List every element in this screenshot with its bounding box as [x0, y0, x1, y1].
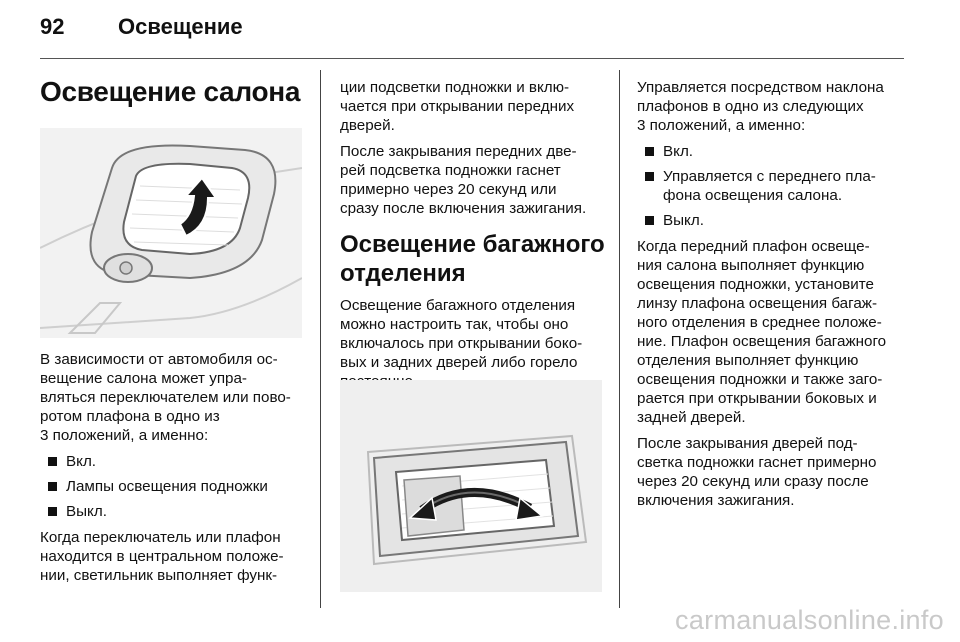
text-line: Управляется посредством наклона: [637, 79, 884, 96]
column-1-text: [40, 350, 310, 592]
header-title: Освещение: [118, 14, 243, 39]
text-line: плафонов в одно из следующих: [637, 98, 864, 115]
text-line: Когда передний плафон освеще-: [637, 238, 870, 255]
bullet-square-icon: [48, 507, 57, 516]
text-line: ние. Плафон освещения багажного: [637, 333, 887, 350]
text-line: освещения подножки и также заго-: [637, 371, 883, 388]
text-line: После закрывания дверей под-: [637, 435, 858, 452]
text-line: освещения подножки, установите: [637, 276, 874, 293]
bullet-list: [40, 452, 310, 521]
text-line: отделения выполняет функцию: [637, 352, 859, 369]
page-header: [40, 14, 243, 44]
text-line: Когда переключатель или плафон: [40, 529, 281, 546]
bullet-square-icon: [645, 147, 654, 156]
column-3: [637, 78, 907, 517]
text-line: вляться переключателем или пово-: [40, 389, 291, 406]
list-item: [637, 211, 907, 230]
text-line: находится в центральном положе-: [40, 548, 284, 565]
text-line: ния салона выполняет функцию: [637, 257, 865, 274]
column-2: [340, 78, 610, 398]
paragraph: [637, 434, 907, 510]
text-line: рается при открывании боковых и: [637, 390, 877, 407]
cargo-light-illustration: [340, 380, 602, 592]
column-divider-1: [320, 70, 321, 608]
heading-line: Освещение багажного: [340, 231, 605, 258]
text-line: включения зажигания.: [637, 492, 795, 509]
text-line: После закрывания передних две-: [340, 143, 577, 160]
text-line: можно настроить так, чтобы оно: [340, 316, 569, 333]
column-1: [40, 70, 308, 108]
text-line: ротом плафона в одно из: [40, 408, 220, 425]
text-line: 3 положений, а именно:: [40, 427, 209, 444]
bullet-square-icon: [645, 172, 654, 181]
list-item: [637, 142, 907, 161]
text-line: включалось при открывании боко-: [340, 335, 583, 352]
paragraph: [340, 142, 610, 218]
list-item: [637, 167, 907, 205]
text-line: нии, светильник выполняет функ-: [40, 567, 278, 584]
section-heading-interior-lighting: Освещение салона: [40, 76, 301, 107]
text-line: чается при открывании передних: [340, 98, 575, 115]
text-line: линзу плафона освещения багаж-: [637, 295, 878, 312]
text-line: через 20 секунд или сразу после: [637, 473, 869, 490]
paragraph: [637, 237, 907, 427]
text-line: ного отделения в среднее положе-: [637, 314, 882, 331]
section-heading-cargo-lighting: [340, 230, 610, 288]
list-item: [40, 502, 310, 521]
text-line: В зависимости от автомобиля ос-: [40, 351, 278, 368]
list-item-text: фона освещения салона.: [663, 187, 843, 204]
bullet-square-icon: [645, 216, 654, 225]
list-item-text: Вкл.: [663, 143, 694, 160]
text-line: Освещение багажного отделения: [340, 297, 576, 314]
page-number: 92: [40, 14, 65, 39]
list-item-text: Выкл.: [66, 503, 107, 520]
heading-line: отделения: [340, 260, 466, 287]
text-line: дверей.: [340, 117, 395, 134]
paragraph-intro: [40, 350, 310, 445]
paragraph: [637, 78, 907, 135]
paragraph: [340, 296, 610, 391]
list-item-text: Вкл.: [66, 453, 97, 470]
text-line: 3 положений, а именно:: [637, 117, 806, 134]
text-line: вещение салона может упра-: [40, 370, 247, 387]
list-item-text: Лампы освещения подножки: [66, 478, 268, 495]
column-divider-2: [619, 70, 620, 608]
interior-light-illustration: [40, 128, 302, 338]
text-line: сразу после включения зажигания.: [340, 200, 587, 217]
list-item-text: Управляется с переднего пла-: [663, 168, 876, 185]
text-line: примерно через 20 секунд или: [340, 181, 557, 198]
text-line: рей подсветка подножки гаснет: [340, 162, 561, 179]
text-line: ции подсветки подножки и вклю-: [340, 79, 570, 96]
paragraph: [340, 78, 610, 135]
list-item: [40, 452, 310, 471]
header-rule: [40, 58, 904, 59]
watermark: carmanualsonline.info: [675, 605, 944, 635]
text-line: светка подножки гаснет примерно: [637, 454, 877, 471]
bullet-list: [637, 142, 907, 230]
paragraph: [40, 528, 310, 585]
text-line: задней дверей.: [637, 409, 746, 426]
list-item: [40, 477, 310, 496]
bullet-square-icon: [48, 457, 57, 466]
list-item-text: Выкл.: [663, 212, 704, 229]
text-line: вых и задних дверей либо горело: [340, 354, 578, 371]
bullet-square-icon: [48, 482, 57, 491]
